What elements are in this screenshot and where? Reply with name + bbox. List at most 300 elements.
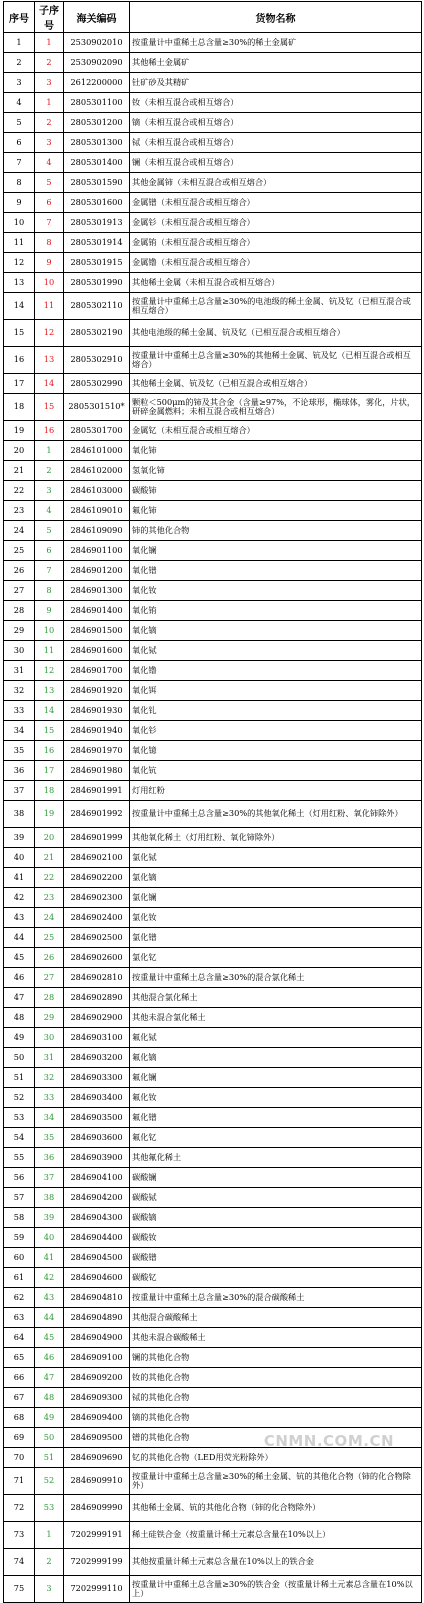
sub-seq-cell: 41 [35, 1248, 64, 1268]
goods-name-cell: 钍矿砂及其精矿 [130, 73, 422, 93]
customs-code-cell: 2846909500 [64, 1428, 130, 1448]
customs-code-cell: 2846909990 [64, 1495, 130, 1522]
goods-name-cell: 镝的其他化合物 [130, 1408, 422, 1428]
goods-name-cell: 氧化钐 [130, 721, 422, 741]
goods-name-cell: 氧化铕 [130, 601, 422, 621]
sub-seq-cell: 5 [35, 173, 64, 193]
goods-name-cell: 其他混合碳酸稀土 [130, 1308, 422, 1328]
seq-cell: 44 [4, 928, 35, 948]
seq-cell: 4 [4, 93, 35, 113]
goods-name-cell: 镨的其他化合物 [130, 1428, 422, 1448]
customs-code-cell: 2846909400 [64, 1408, 130, 1428]
table-row [4, 781, 422, 801]
table-row [4, 541, 422, 561]
goods-name-cell: 其他稀土金属矿 [130, 53, 422, 73]
customs-code-cell: 2846901400 [64, 601, 130, 621]
customs-code-cell: 2846904500 [64, 1248, 130, 1268]
sub-seq-cell: 2 [35, 113, 64, 133]
header-goods-name: 货物名称 [130, 2, 422, 33]
seq-cell: 40 [4, 848, 35, 868]
table-row [4, 1576, 422, 1603]
table-row [4, 461, 422, 481]
customs-code-cell: 2846902400 [64, 908, 130, 928]
goods-name-cell: 碳酸钕 [130, 1228, 422, 1248]
sub-seq-cell: 28 [35, 988, 64, 1008]
header-customs-code: 海关编码 [64, 2, 130, 33]
customs-code-cell: 2846109090 [64, 521, 130, 541]
seq-cell: 7 [4, 153, 35, 173]
seq-cell: 60 [4, 1248, 35, 1268]
sub-seq-cell: 5 [35, 521, 64, 541]
customs-code-cell: 2846902810 [64, 968, 130, 988]
customs-code-cell: 2846904810 [64, 1288, 130, 1308]
customs-code-cell: 2805301915 [64, 253, 130, 273]
goods-name-cell: 其他未混合氯化稀土 [130, 1008, 422, 1028]
sub-seq-cell: 38 [35, 1188, 64, 1208]
goods-name-cell: 其他氟化稀土 [130, 1148, 422, 1168]
goods-name-cell: 其他稀土金属、钪的其他化合物（铈的化合物除外） [130, 1495, 422, 1522]
seq-cell: 35 [4, 741, 35, 761]
table-row [4, 374, 422, 394]
customs-code-cell: 2846902500 [64, 928, 130, 948]
customs-code-cell: 2846901992 [64, 801, 130, 828]
sub-seq-cell: 11 [35, 641, 64, 661]
goods-name-cell: 钕（未相互混合或相互熔合） [130, 93, 422, 113]
sub-seq-cell: 40 [35, 1228, 64, 1248]
sub-seq-cell: 42 [35, 1268, 64, 1288]
customs-code-cell: 2846901100 [64, 541, 130, 561]
customs-code-cell: 2846903900 [64, 1148, 130, 1168]
seq-cell: 69 [4, 1428, 35, 1448]
customs-code-cell: 2846901970 [64, 741, 130, 761]
sub-seq-cell: 1 [35, 1522, 64, 1549]
customs-code-cell: 2846901500 [64, 621, 130, 641]
table-row [4, 501, 422, 521]
table-row [4, 741, 422, 761]
table-row [4, 1549, 422, 1576]
goods-name-cell: 碳酸铈 [130, 481, 422, 501]
seq-cell: 53 [4, 1108, 35, 1128]
table-row [4, 53, 422, 73]
table-row [4, 888, 422, 908]
seq-cell: 52 [4, 1088, 35, 1108]
seq-cell: 28 [4, 601, 35, 621]
sub-seq-cell: 43 [35, 1288, 64, 1308]
customs-code-cell: 2846909200 [64, 1368, 130, 1388]
seq-cell: 21 [4, 461, 35, 481]
table-row [4, 581, 422, 601]
table-row [4, 1408, 422, 1428]
customs-code-cell: 2805301914 [64, 233, 130, 253]
table-row [4, 113, 422, 133]
goods-name-cell: 氧化钪 [130, 761, 422, 781]
table-row [4, 848, 422, 868]
seq-cell: 23 [4, 501, 35, 521]
sub-seq-cell: 13 [35, 347, 64, 374]
seq-cell: 11 [4, 233, 35, 253]
customs-code-cell: 2846904600 [64, 1268, 130, 1288]
table-row [4, 1468, 422, 1495]
sub-seq-cell: 53 [35, 1495, 64, 1522]
seq-cell: 49 [4, 1028, 35, 1048]
header-seq: 序号 [4, 2, 35, 33]
seq-cell: 59 [4, 1228, 35, 1248]
seq-cell: 29 [4, 621, 35, 641]
customs-code-cell: 2846901940 [64, 721, 130, 741]
customs-code-cell: 2805302190 [64, 320, 130, 347]
customs-code-cell: 2846909910 [64, 1468, 130, 1495]
table-row [4, 1168, 422, 1188]
customs-code-cell: 7202999110 [64, 1576, 130, 1603]
seq-cell: 48 [4, 1008, 35, 1028]
sub-seq-cell: 37 [35, 1168, 64, 1188]
table-row [4, 681, 422, 701]
seq-cell: 66 [4, 1368, 35, 1388]
seq-cell: 50 [4, 1048, 35, 1068]
table-row [4, 721, 422, 741]
customs-code-cell: 2805301510* [64, 394, 130, 421]
table-row [4, 1522, 422, 1549]
table-row [4, 233, 422, 253]
seq-cell: 8 [4, 173, 35, 193]
goods-name-cell: 钇的其他化合物（LED用荧光粉除外） [130, 1448, 422, 1468]
goods-name-cell: 氧化铽 [130, 641, 422, 661]
sub-seq-cell: 16 [35, 741, 64, 761]
seq-cell: 15 [4, 320, 35, 347]
sub-seq-cell: 15 [35, 721, 64, 741]
seq-cell: 68 [4, 1408, 35, 1428]
goods-name-cell: 氯化镨 [130, 928, 422, 948]
table-row [4, 521, 422, 541]
seq-cell: 42 [4, 888, 35, 908]
seq-cell: 10 [4, 213, 35, 233]
customs-code-cell: 2846902890 [64, 988, 130, 1008]
customs-code-cell: 2846904900 [64, 1328, 130, 1348]
customs-code-cell: 2846101000 [64, 441, 130, 461]
sub-seq-cell: 20 [35, 828, 64, 848]
seq-cell: 38 [4, 801, 35, 828]
sub-seq-cell: 8 [35, 581, 64, 601]
customs-code-cell: 2846109010 [64, 501, 130, 521]
customs-code-cell: 2805301913 [64, 213, 130, 233]
goods-name-cell: 按重量计中重稀土总含量≥30%的电池级的稀土金属、钪及钇（已相互混合或相互熔合） [130, 293, 422, 320]
table-row [4, 601, 422, 621]
goods-name-cell: 氯化钇 [130, 948, 422, 968]
seq-cell: 74 [4, 1549, 35, 1576]
table-row [4, 1288, 422, 1308]
seq-cell: 18 [4, 394, 35, 421]
table-row [4, 213, 422, 233]
table-row [4, 33, 422, 53]
table-row [4, 193, 422, 213]
table-row [4, 1128, 422, 1148]
customs-code-cell: 2846901930 [64, 701, 130, 721]
goods-name-cell: 氟化铽 [130, 1028, 422, 1048]
sub-seq-cell: 33 [35, 1088, 64, 1108]
goods-name-cell: 灯用红粉 [130, 781, 422, 801]
table-row [4, 1268, 422, 1288]
goods-name-cell: 金属钇（未相互混合或相互熔合） [130, 421, 422, 441]
goods-name-cell: 碳酸钇 [130, 1268, 422, 1288]
table-row [4, 1248, 422, 1268]
customs-code-cell: 2846903400 [64, 1088, 130, 1108]
sub-seq-cell: 14 [35, 701, 64, 721]
goods-name-cell: 其他稀土金属（未相互混合或相互熔合） [130, 273, 422, 293]
seq-cell: 3 [4, 73, 35, 93]
customs-code-cell: 2846909690 [64, 1448, 130, 1468]
seq-cell: 17 [4, 374, 35, 394]
customs-code-cell: 2805301990 [64, 273, 130, 293]
goods-name-cell: 按重量计中重稀土总含量≥30%的稀土金属矿 [130, 33, 422, 53]
goods-name-cell: 金属镥（未相互混合或相互熔合） [130, 253, 422, 273]
customs-code-cell: 2805301590 [64, 173, 130, 193]
table-row [4, 561, 422, 581]
table-row [4, 988, 422, 1008]
sub-seq-cell: 10 [35, 273, 64, 293]
sub-seq-cell: 1 [35, 441, 64, 461]
table-row [4, 761, 422, 781]
table-row [4, 948, 422, 968]
sub-seq-cell: 49 [35, 1408, 64, 1428]
customs-code-cell: 2846901980 [64, 761, 130, 781]
table-row [4, 828, 422, 848]
customs-code-cell: 2846901300 [64, 581, 130, 601]
seq-cell: 39 [4, 828, 35, 848]
seq-cell: 1 [4, 33, 35, 53]
seq-cell: 34 [4, 721, 35, 741]
table-row [4, 1228, 422, 1248]
sub-seq-cell: 4 [35, 153, 64, 173]
table-row [4, 1388, 422, 1408]
seq-cell: 24 [4, 521, 35, 541]
seq-cell: 54 [4, 1128, 35, 1148]
goods-name-cell: 按重量计中重稀土总含量≥30%的其他稀土金属、钪及钇（已相互混合或相互熔合） [130, 347, 422, 374]
customs-code-cell: 2805301600 [64, 193, 130, 213]
seq-cell: 46 [4, 968, 35, 988]
table-row [4, 253, 422, 273]
table-row [4, 968, 422, 988]
seq-cell: 6 [4, 133, 35, 153]
table-row [4, 1008, 422, 1028]
sub-seq-cell: 6 [35, 193, 64, 213]
customs-code-cell: 2805301700 [64, 421, 130, 441]
goods-name-cell: 按重量计中重稀土总含量≥30%的铁合金（按重量计稀土元素总含量在10%以上） [130, 1576, 422, 1603]
goods-name-cell: 碳酸铽 [130, 1188, 422, 1208]
table-row [4, 801, 422, 828]
sub-seq-cell: 27 [35, 968, 64, 988]
sub-seq-cell: 25 [35, 928, 64, 948]
goods-name-cell: 按重量计中重稀土总含量≥30%的其他氧化稀土（灯用红粉、氧化铈除外） [130, 801, 422, 828]
sub-seq-cell: 47 [35, 1368, 64, 1388]
sub-seq-cell: 22 [35, 868, 64, 888]
seq-cell: 20 [4, 441, 35, 461]
table-row [4, 1368, 422, 1388]
customs-code-cell: 2530902090 [64, 53, 130, 73]
goods-name-cell: 其他混合氯化稀土 [130, 988, 422, 1008]
goods-name-cell: 碳酸镝 [130, 1208, 422, 1228]
customs-code-cell: 2846904200 [64, 1188, 130, 1208]
table-row [4, 320, 422, 347]
sub-seq-cell: 50 [35, 1428, 64, 1448]
goods-name-cell: 氟化钇 [130, 1128, 422, 1148]
sub-seq-cell: 16 [35, 421, 64, 441]
seq-cell: 26 [4, 561, 35, 581]
sub-seq-cell: 39 [35, 1208, 64, 1228]
table-row [4, 93, 422, 113]
seq-cell: 16 [4, 347, 35, 374]
sub-seq-cell: 3 [35, 73, 64, 93]
goods-name-cell: 稀土硅铁合金（按重量计稀土元素总含量在10%以上） [130, 1522, 422, 1549]
table-row [4, 481, 422, 501]
customs-code-cell: 2805301300 [64, 133, 130, 153]
goods-name-cell: 氧化镥 [130, 661, 422, 681]
table-row [4, 1108, 422, 1128]
goods-name-cell: 镝（未相互混合或相互熔合） [130, 113, 422, 133]
customs-code-cell: 2846903600 [64, 1128, 130, 1148]
customs-code-cell: 2846904100 [64, 1168, 130, 1188]
sub-seq-cell: 1 [35, 33, 64, 53]
goods-name-cell: 碳酸镧 [130, 1168, 422, 1188]
table-row [4, 661, 422, 681]
seq-cell: 33 [4, 701, 35, 721]
seq-cell: 45 [4, 948, 35, 968]
table-row [4, 868, 422, 888]
table-row [4, 641, 422, 661]
table-row [4, 441, 422, 461]
table-row [4, 1348, 422, 1368]
goods-name-cell: 颗粒＜500μm的铈及其合金（含量≥97%，不论球形，椭球体，雾化，片状，研碎金属燃料；未相互混合或相互熔合） [130, 394, 422, 421]
table-row [4, 347, 422, 374]
customs-code-cell: 2846902100 [64, 848, 130, 868]
customs-code-cell: 2846903100 [64, 1028, 130, 1048]
customs-code-cell: 2846902600 [64, 948, 130, 968]
seq-cell: 51 [4, 1068, 35, 1088]
sub-seq-cell: 17 [35, 761, 64, 781]
seq-cell: 72 [4, 1495, 35, 1522]
sub-seq-cell: 29 [35, 1008, 64, 1028]
goods-name-cell: 金属钐（未相互混合或相互熔合） [130, 213, 422, 233]
customs-code-cell: 2846901700 [64, 661, 130, 681]
goods-name-cell: 其他稀土金属、钪及钇（已相互混合或相互熔合） [130, 374, 422, 394]
customs-code-cell: 2846909100 [64, 1348, 130, 1368]
goods-name-cell: 按重量计中重稀土总含量≥30%的稀土金属、钪的其他化合物（铈的化合物除外） [130, 1468, 422, 1495]
sub-seq-cell: 3 [35, 481, 64, 501]
table-row [4, 1308, 422, 1328]
table-row [4, 1148, 422, 1168]
table-row [4, 394, 422, 421]
table-row [4, 928, 422, 948]
sub-seq-cell: 10 [35, 621, 64, 641]
sub-seq-cell: 52 [35, 1468, 64, 1495]
sub-seq-cell: 15 [35, 394, 64, 421]
seq-cell: 37 [4, 781, 35, 801]
seq-cell: 57 [4, 1188, 35, 1208]
table-row [4, 1208, 422, 1228]
table-row [4, 1495, 422, 1522]
table-body [4, 33, 422, 1603]
seq-cell: 30 [4, 641, 35, 661]
sub-seq-cell: 13 [35, 681, 64, 701]
customs-code-cell: 2846904890 [64, 1308, 130, 1328]
sub-seq-cell: 24 [35, 908, 64, 928]
goods-name-cell: 氧化镝 [130, 621, 422, 641]
customs-code-cell: 2846901200 [64, 561, 130, 581]
seq-cell: 36 [4, 761, 35, 781]
sub-seq-cell: 3 [35, 1576, 64, 1603]
seq-cell: 19 [4, 421, 35, 441]
table-row [4, 421, 422, 441]
table-row [4, 621, 422, 641]
sub-seq-cell: 1 [35, 93, 64, 113]
goods-name-cell: 铽（未相互混合或相互熔合） [130, 133, 422, 153]
table-row [4, 908, 422, 928]
seq-cell: 71 [4, 1468, 35, 1495]
sub-seq-cell: 3 [35, 133, 64, 153]
seq-cell: 22 [4, 481, 35, 501]
goods-name-cell: 氧化铒 [130, 681, 422, 701]
seq-cell: 14 [4, 293, 35, 320]
sub-seq-cell: 7 [35, 213, 64, 233]
seq-cell: 27 [4, 581, 35, 601]
customs-code-cell: 2846903300 [64, 1068, 130, 1088]
customs-code-cell: 2530902010 [64, 33, 130, 53]
goods-name-cell: 其他未混合碳酸稀土 [130, 1328, 422, 1348]
goods-name-cell: 按重量计中重稀土总含量≥30%的混合氯化稀土 [130, 968, 422, 988]
sub-seq-cell: 19 [35, 801, 64, 828]
sub-seq-cell: 21 [35, 848, 64, 868]
seq-cell: 73 [4, 1522, 35, 1549]
goods-name-cell: 碳酸镨 [130, 1248, 422, 1268]
table-row [4, 1328, 422, 1348]
sub-seq-cell: 4 [35, 501, 64, 521]
customs-code-cell: 2805301400 [64, 153, 130, 173]
customs-code-cell: 2846902200 [64, 868, 130, 888]
sub-seq-cell: 7 [35, 561, 64, 581]
rare-earth-goods-table [3, 1, 422, 1603]
seq-cell: 13 [4, 273, 35, 293]
seq-cell: 62 [4, 1288, 35, 1308]
customs-code-cell: 2612200000 [64, 73, 130, 93]
sub-seq-cell: 2 [35, 53, 64, 73]
table-row [4, 173, 422, 193]
goods-name-cell: 氟化镧 [130, 1068, 422, 1088]
customs-code-cell: 2846903500 [64, 1108, 130, 1128]
goods-name-cell: 氯化镧 [130, 888, 422, 908]
customs-code-cell: 2805301100 [64, 93, 130, 113]
goods-name-cell: 金属镨（未相互混合或相互熔合） [130, 193, 422, 213]
goods-name-cell: 氟化镝 [130, 1048, 422, 1068]
goods-name-cell: 氧化铈 [130, 441, 422, 461]
sub-seq-cell: 36 [35, 1148, 64, 1168]
goods-name-cell: 氟化钕 [130, 1088, 422, 1108]
sub-seq-cell: 48 [35, 1388, 64, 1408]
table-row [4, 1188, 422, 1208]
goods-name-cell: 其他电池级的稀土金属、钪及钇（已相互混合或相互熔合） [130, 320, 422, 347]
seq-cell: 70 [4, 1448, 35, 1468]
goods-name-cell: 氧化镱 [130, 741, 422, 761]
sub-seq-cell: 9 [35, 601, 64, 621]
watermark: CNMN.COM.CN [263, 1432, 394, 1450]
customs-code-cell: 2846901920 [64, 681, 130, 701]
seq-cell: 25 [4, 541, 35, 561]
seq-cell: 61 [4, 1268, 35, 1288]
seq-cell: 47 [4, 988, 35, 1008]
customs-code-cell: 2846901991 [64, 781, 130, 801]
seq-cell: 64 [4, 1328, 35, 1348]
sub-seq-cell: 9 [35, 253, 64, 273]
seq-cell: 55 [4, 1148, 35, 1168]
goods-name-cell: 氧化镧 [130, 541, 422, 561]
